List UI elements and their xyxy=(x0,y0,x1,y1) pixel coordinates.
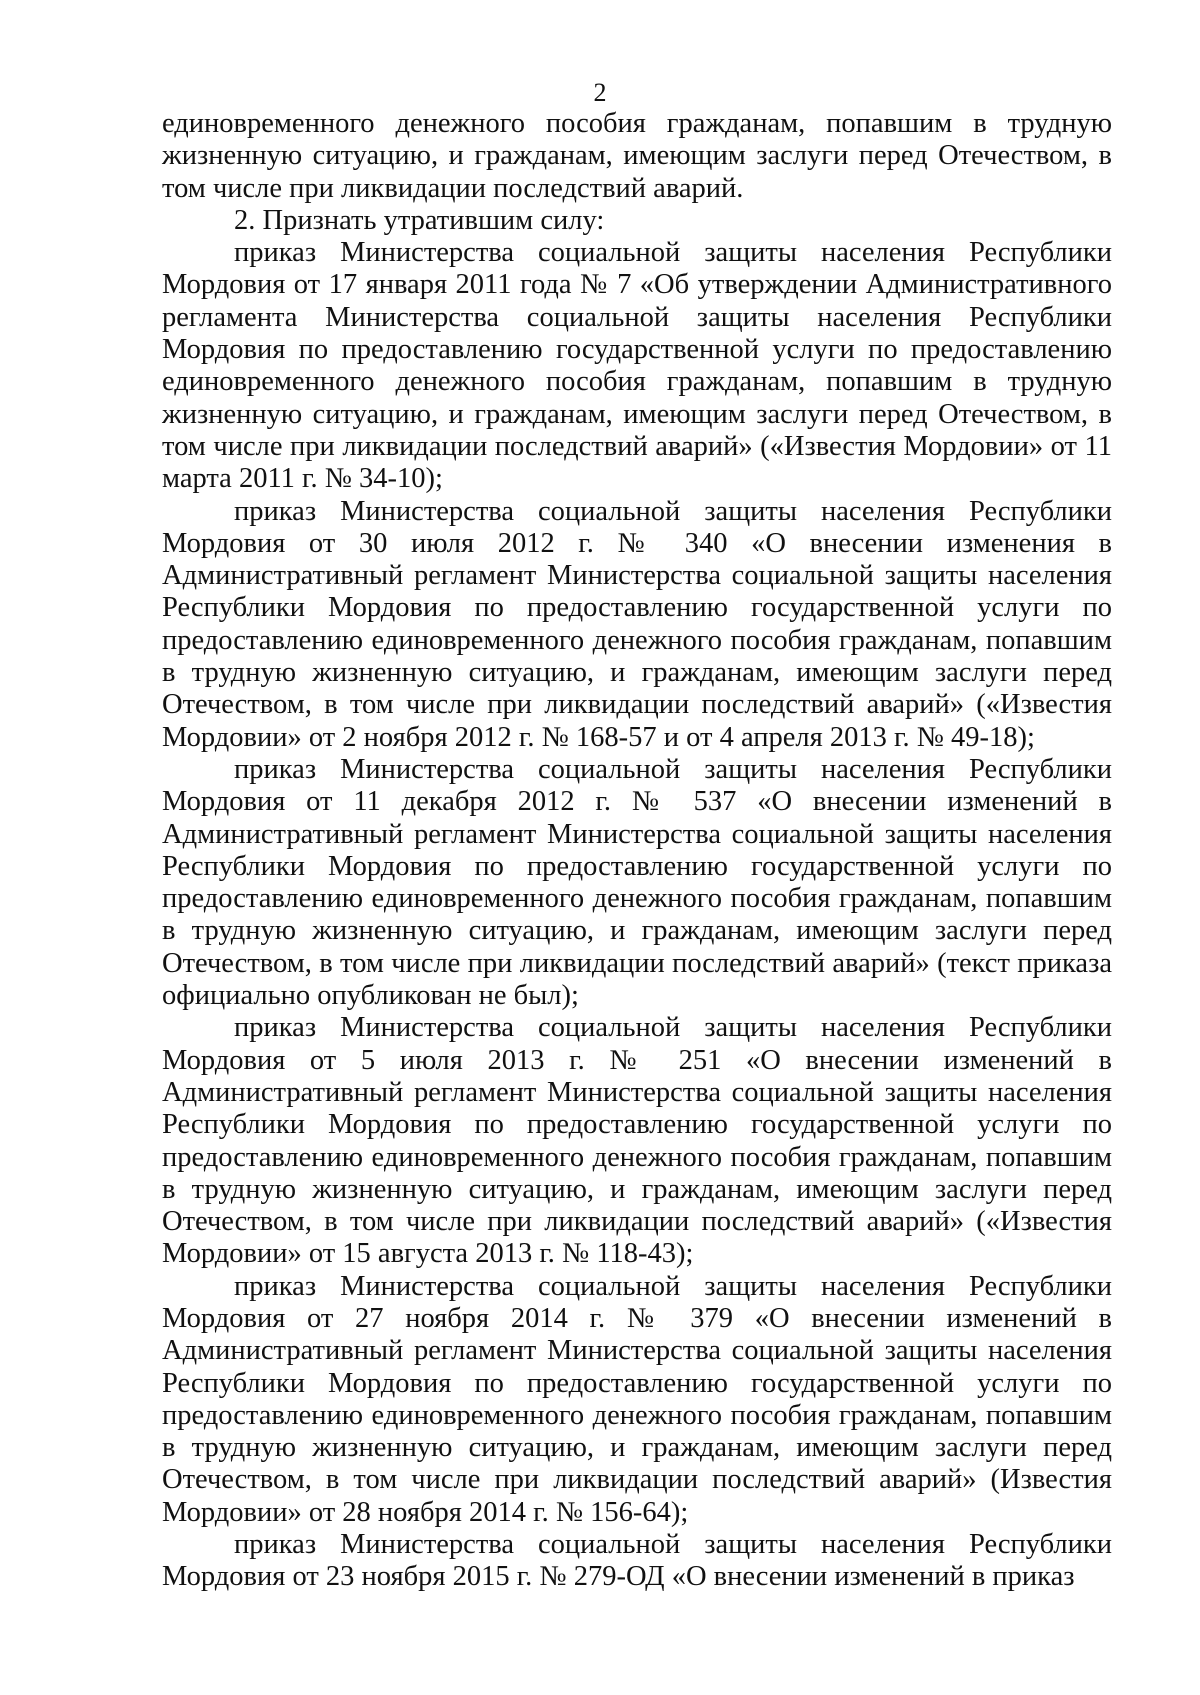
paragraph-order-2011: приказ Министерства социальной защиты населения Республики Мордовия от 17 января 2011 года № 7 «Об утверждении Административного регламента Министерства социальной защиты населения Республики Мордовия по предоставлению государственной услуги по предоставлению единовременного денежного пособия гражданам, попавшим в трудную жизненную ситуацию, и гражданам, имеющим заслуги перед Отечеством, в том числе при ликвидации последствий аварий» («Известия Мордовии» от 11 марта 2011 г. № 34-10); xyxy=(162,237,1112,495)
paragraph-order-2012-340: приказ Министерства социальной защиты населения Республики Мордовия от 30 июля 2012 г. № 340 «О внесении изменения в Административный регламент Министерства социальной защиты населения Республики Мордовия по предоставлению государственной услуги по предоставлению единовременного денежного пособия гражданам, попавшим в трудную жизненную ситуацию, и гражданам, имеющим заслуги перед Отечеством, в том числе при ликвидации последствий аварий» («Известия Мордовии» от 2 ноября 2012 г. № 168-57 и от 4 апреля 2013 г. № 49-18); xyxy=(162,495,1112,753)
page-number: 2 xyxy=(593,78,607,107)
paragraph-order-2015-279: приказ Министерства социальной защиты населения Республики Мордовия от 23 ноября 2015 г. № 279-ОД «О внесении изменений в приказ xyxy=(162,1529,1112,1593)
paragraph-order-2014-379: приказ Министерства социальной защиты населения Республики Мордовия от 27 ноября 2014 г. № 379 «О внесении изменений в Административный регламент Министерства социальной защиты населения Республики Мордовия по предоставлению государственной услуги по предоставлению единовременного денежного пособия гражданам, попавшим в трудную жизненную ситуацию, и гражданам, имеющим заслуги перед Отечеством, в том числе при ликвидации последствий аварий» (Известия Мордовии» от 28 ноября 2014 г. № 156-64); xyxy=(162,1270,1112,1528)
paragraph-order-2012-537: приказ Министерства социальной защиты населения Республики Мордовия от 11 декабря 2012 г. № 537 «О внесении изменений в Административный регламент Министерства социальной защиты населения Республики Мордовия по предоставлению государственной услуги по предоставлению единовременного денежного пособия гражданам, попавшим в трудную жизненную ситуацию, и гражданам, имеющим заслуги перед Отечеством, в том числе при ликвидации последствий аварий» (текст приказа официально опубликован не был); xyxy=(162,753,1112,1012)
paragraph-order-2013-251: приказ Министерства социальной защиты населения Республики Мордовия от 5 июля 2013 г. № 251 «О внесении изменений в Административный регламент Министерства социальной защиты населения Республики Мордовия по предоставлению государственной услуги по предоставлению единовременного денежного пособия гражданам, попавшим в трудную жизненную ситуацию, и гражданам, имеющим заслуги перед Отечеством, в том числе при ликвидации последствий аварий» («Известия Мордовии» от 15 августа 2013 г. № 118-43); xyxy=(162,1012,1112,1270)
paragraph-item-2-heading: 2. Признать утратившим силу: xyxy=(234,204,605,236)
paragraph-continuation: единовременного денежного пособия гражданам, попавшим в трудную жизненную ситуацию, и гражданам, имеющим заслуги перед Отечеством, в том числе при ликвидации последствий аварий. xyxy=(162,108,1112,204)
document-body xyxy=(162,108,1112,1594)
